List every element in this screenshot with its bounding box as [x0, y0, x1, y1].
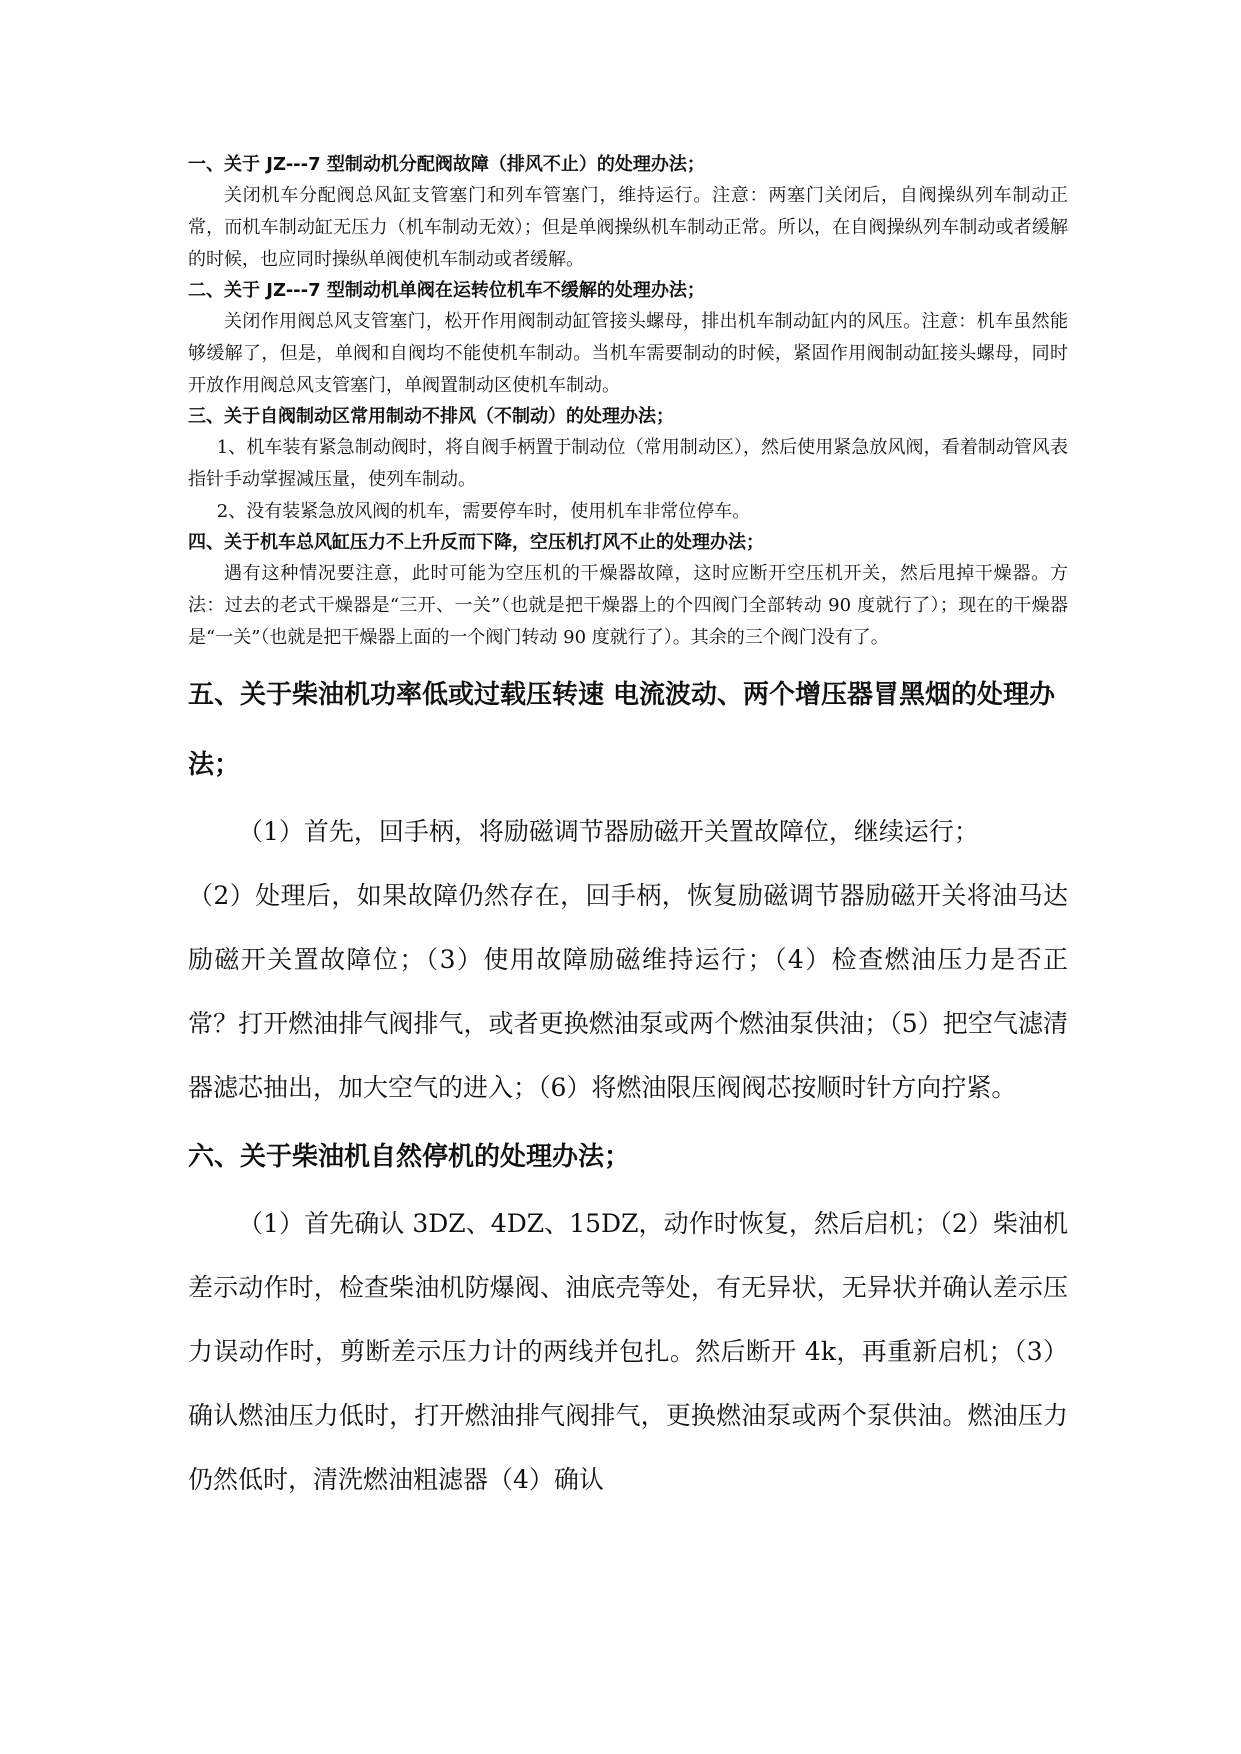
section-4-title: 四、关于机车总风缸压力不上升反而下降，空压机打风不止的处理办法； [188, 532, 764, 553]
section-3-item-2: 2、没有装紧急放风阀的机车，需要停车时，使用机车非常位停车。 [216, 501, 751, 522]
section-1-paragraph: 关闭机车分配阀总风缸支管塞门和列车管塞门，维持运行。注意：两塞门关闭后，自阀操纵列车制动正常，而机车制动缸无压力（机车制动无效）；但是单阀操纵机车制动正常。所以，在自阀操纵列车制动或者缓解的时候，也应同时操纵单阀使机车制动或者缓解。 [188, 185, 1068, 270]
document-page [188, 150, 1068, 1512]
section-5-step-1: （1）首先，回手柄，将励磁调节器励磁开关置故障位，继续运行； [238, 817, 979, 846]
section-1-title: 一、关于 JZ---7 型制动机分配阀故障（排风不止）的处理办法； [188, 154, 705, 175]
section-3-item-1: 1、机车装有紧急制动阀时，将自阀手柄置于制动位（常用制动区），然后使用紧急放风阀，看着制动管风表指针手动掌握减压量，使列车制动。 [188, 437, 1068, 490]
section-5-steps: （2）处理后，如果故障仍然存在，回手柄，恢复励磁调节器励磁开关将油马达励磁开关置故障位；（3）使用故障励磁维持运行；（4）检查燃油压力是否正常？打开燃油排气阀排气，或者更换燃油泵或两个燃油泵供油；（5）把空气滤清器滤芯抽出，加大空气的进入；（6）将燃油限压阀阀芯按顺时针方向拧紧。 [188, 881, 1068, 1102]
section-2-title: 二、关于 JZ---7 型制动机单阀在运转位机车不缓解的处理办法； [188, 280, 705, 301]
section-6-title: 六、关于柴油机自然停机的处理办法； [188, 1142, 631, 1172]
section-6-paragraph: （1）首先确认 3DZ、4DZ、15DZ，动作时恢复，然后启机；（2）柴油机差示动作时，检查柴油机防爆阀、油底壳等处，有无异状，无异状并确认差示压力误动作时，剪断差示压力计的两线并包扎。然后断开 4k，再重新启机；（3）确认燃油压力低时，打开燃油排气阀排气，更换燃油泵或两个泵供油。燃油压力仍然低时，清洗燃油粗滤器（4）确认 [188, 1209, 1068, 1494]
section-2-paragraph: 关闭作用阀总风支管塞门，松开作用阀制动缸管接头螺母，排出机车制动缸内的风压。注意：机车虽然能够缓解了，但是，单阀和自阀均不能使机车制动。当机车需要制动的时候，紧固作用阀制动缸接头螺母，同时开放作用阀总风支管塞门，单阀置制动区使机车制动。 [188, 311, 1068, 396]
section-4-paragraph: 遇有这种情况要注意，此时可能为空压机的干燥器故障，这时应断开空压机开关，然后甩掉干燥器。方法：过去的老式干燥器是“三开、一关”（也就是把干燥器上的个四阀门全部转动 90 度就行了）；现在的干燥器是“一关”（也就是把干燥器上面的一个阀门转动 90 度就行了）。其余的三个阀门没有了。 [188, 563, 1068, 648]
section-5-title: 五、关于柴油机功率低或过载压转速 电流波动、两个增压器冒黑烟的处理办法； [188, 680, 1056, 780]
section-3-title: 三、关于自阀制动区常用制动不排风（不制动）的处理办法； [188, 406, 674, 427]
